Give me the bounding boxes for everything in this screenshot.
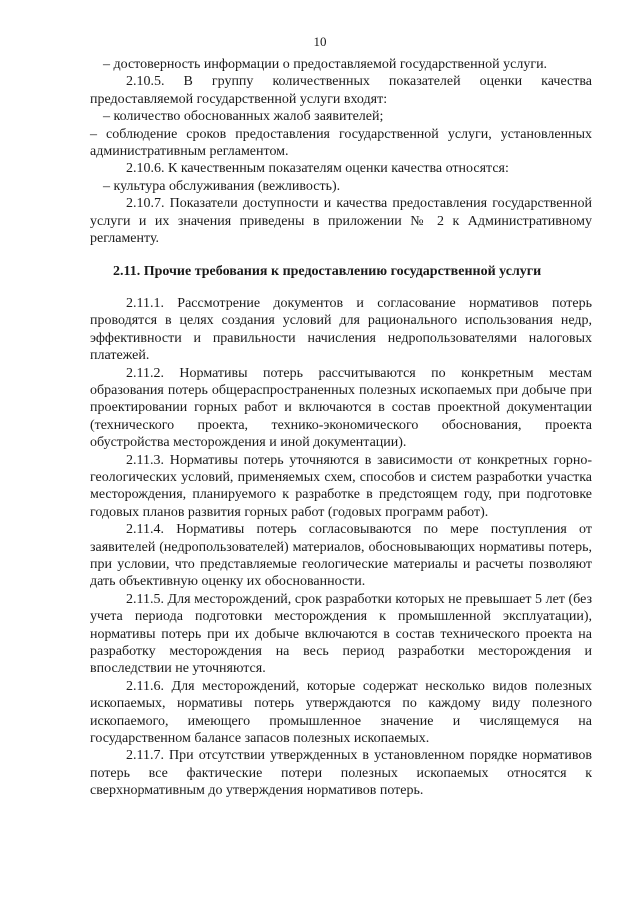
text-paragraph: 2.11.5. Для месторождений, срок разработки которых не превышает 5 лет (без учета периода подготовки месторождения к промышленной эксплуатации), нормативы потерь при их добыче включаются в состав технического проекта на разработку месторождения на весь период разработки месторождения и впоследствии не уточняются. <box>90 591 592 677</box>
top-block <box>90 56 592 247</box>
section-heading: 2.11. Прочие требования к предоставлению государственной услуги <box>113 264 542 280</box>
text-paragraph: 2.10.5. В группу количественных показателей оценки качества предоставляемой государственной услуги входят: <box>90 74 592 107</box>
text-paragraph: – соблюдение сроков предоставления государственной услуги, установленных административным регламентом. <box>90 126 592 160</box>
text-paragraph: 2.11.2. Нормативы потерь рассчитываются по конкретным местам образования потерь общераспространенных полезных ископаемых при добыче при проектировании горных работ и включаются в состав проектной документации (технического проекта, технико-экономического обоснования, проекта обустройства месторождения и иной документации). <box>90 365 592 451</box>
page-number: 10 <box>313 34 327 49</box>
text-line: – количество обоснованных жалоб заявителей; <box>103 109 384 125</box>
text-paragraph: 2.11.6. Для месторождений, которые содержат несколько видов полезных ископаемых, нормативы потерь утверждаются по каждому виду полезного ископаемого, имеющего промышленное значение и числящемуся на государственном балансе запасов полезных ископаемых. <box>90 678 592 747</box>
text-paragraph: 2.11.3. Нормативы потерь уточняются в зависимости от конкретных горно-геологических условий, применяемых схем, способов и систем разработки участка месторождения, планируемого к разработке в предстоящем году, при подготовке годовых планов развития горных работ (годовых программ работ). <box>90 452 592 520</box>
text-line: – достоверность информации о предоставляемой государственной услуги. <box>103 57 548 72</box>
text-paragraph: 2.11.1. Рассмотрение документов и согласование нормативов потерь проводятся в целях создания условий для рационального использования недр, эффективности и правильности начисления недропользователями налоговых платежей. <box>90 295 592 364</box>
document-body <box>90 56 592 800</box>
text-line: – культура обслуживания (вежливость). <box>103 178 341 194</box>
text-paragraph: 2.11.4. Нормативы потерь согласовываются по мере поступления от заявителей (недропользователей) материалов, обосновывающих нормативы потерь, при условии, что представляемые геологические материалы и расчеты позволяют дать объективную оценку их обоснованности. <box>90 522 592 590</box>
text-line: 2.10.6. К качественным показателям оценки качества относятся: <box>126 161 509 177</box>
text-paragraph: 2.10.7. Показатели доступности и качества предоставления государственной услуги и их значения приведены в приложении № 2 к Административному регламенту. <box>90 196 592 247</box>
section-paragraphs <box>90 295 592 800</box>
text-paragraph: 2.11.7. При отсутствии утвержденных в установленном порядке нормативов потерь все фактические потери полезных ископаемых относятся к сверхнормативным до утверждения нормативов потерь. <box>90 748 592 799</box>
